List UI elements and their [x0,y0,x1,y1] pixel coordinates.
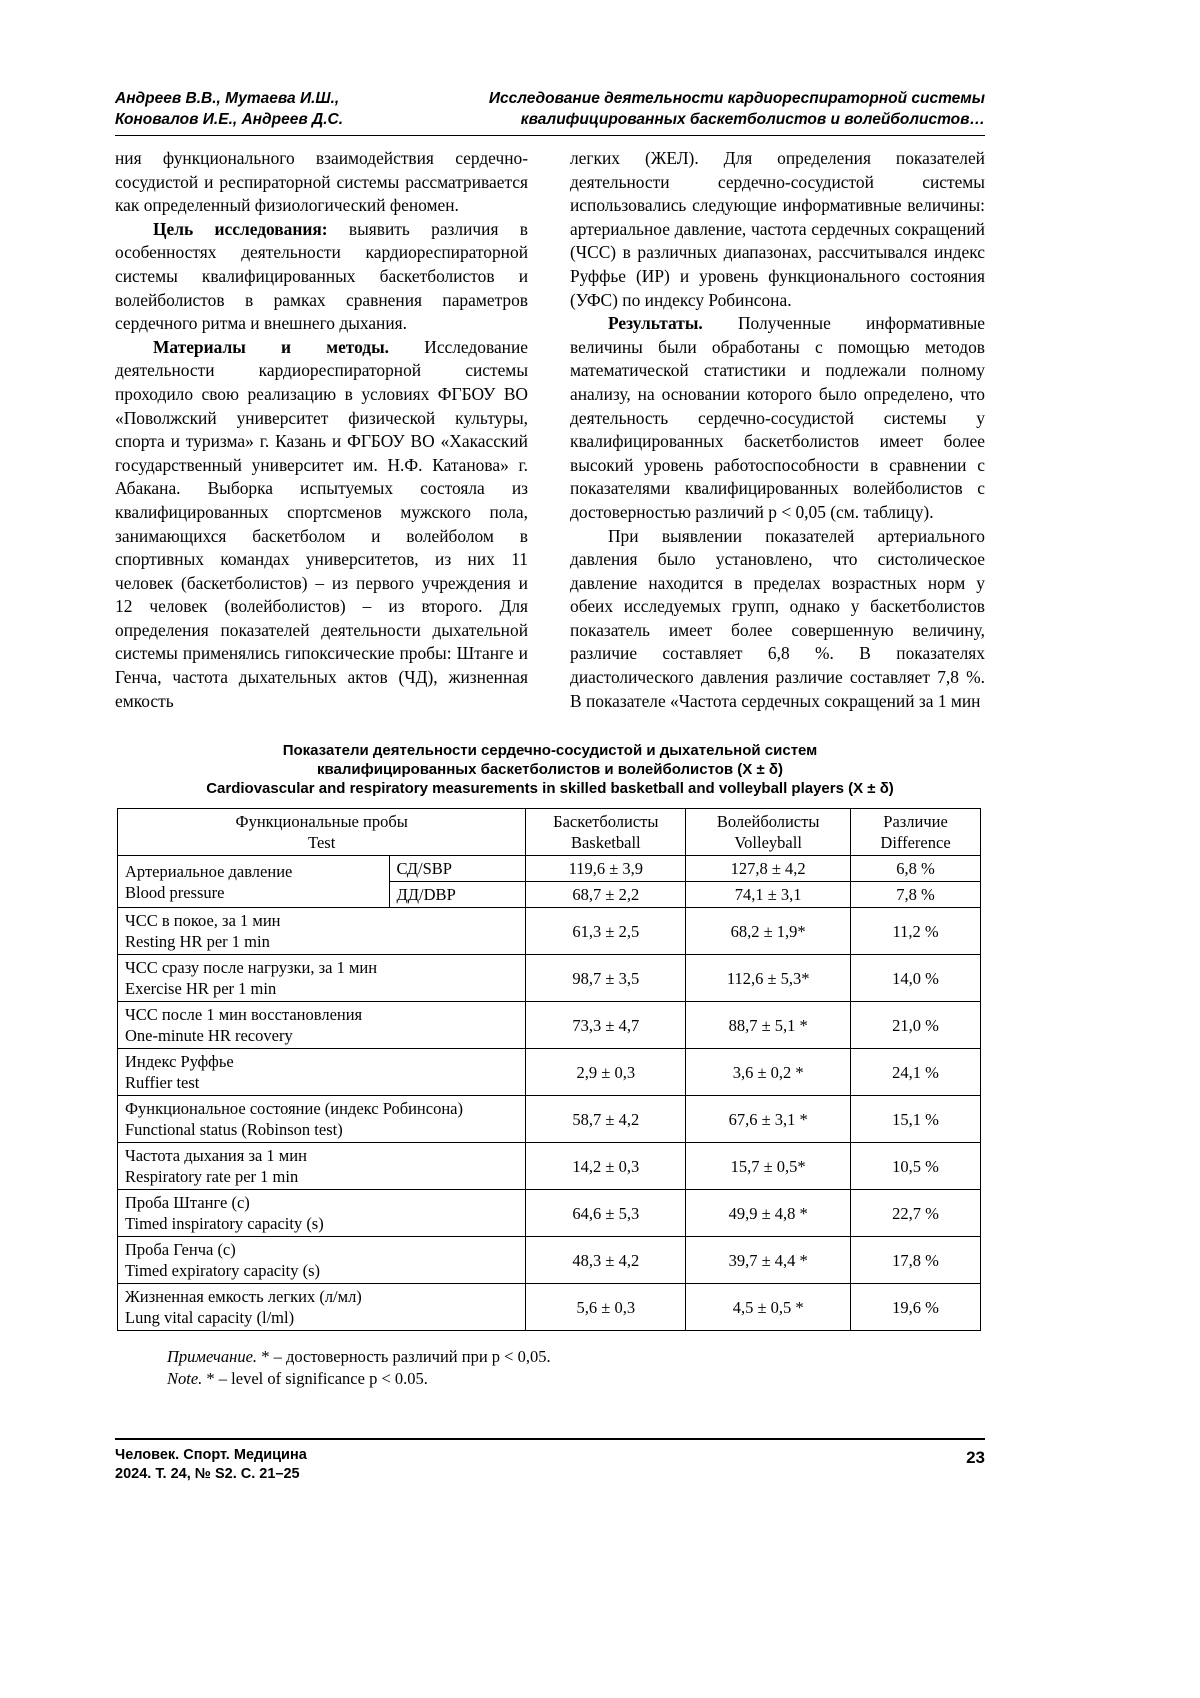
cell-label [118,1190,526,1237]
note-line-en [167,1368,985,1390]
col-header-difference-en: Difference [880,833,951,853]
cell-label-ru: ЧСС после 1 мин восстановления [125,1005,363,1025]
cell-label-ru: Жизненная емкость легких (л/мл) [125,1287,362,1307]
cell-volleyball: 112,6 ± 5,3* [686,955,851,1002]
cell-volleyball: 67,6 ± 3,1 * [686,1096,851,1143]
cell-difference: 11,2 % [851,908,981,955]
paragraph: ния функционального взаимодействия сердечно-сосудистой и респираторной системы рассматривается как определенный физиологический феномен. [115,148,528,216]
cell-difference: 19,6 % [851,1284,981,1331]
col-header-basketball-ru: Баскетболисты [553,812,659,832]
table-row [118,955,981,1002]
cell-basketball: 64,6 ± 5,3 [526,1190,686,1237]
cell-label-en: Timed expiratory capacity (s) [125,1261,321,1281]
cell-label-en: Ruffier test [125,1073,200,1093]
cell-label-en: Respiratory rate per 1 min [125,1167,299,1187]
col-header-basketball-en: Basketball [570,833,641,853]
header-authors-line2: Коновалов И.Е., Андреев Д.С. [115,111,344,128]
cell-label-en: Blood pressure [125,882,225,902]
cell-volleyball: 3,6 ± 0,2 * [686,1049,851,1096]
table-row [118,1190,981,1237]
cell-label [118,1002,526,1049]
cell-label-en: One-minute HR recovery [125,1026,293,1046]
cell-volleyball: 15,7 ± 0,5* [686,1143,851,1190]
cell-basketball: 14,2 ± 0,3 [526,1143,686,1190]
cell-label-ru: Проба Штанге (с) [125,1193,250,1213]
cell-basketball: 68,7 ± 2,2 [526,882,686,908]
cell-difference: 17,8 % [851,1237,981,1284]
col-header-difference-ru: Различие [883,812,948,832]
paragraph-lead: Результаты. [608,313,703,334]
header-title-line1: Исследование деятельности кардиореспираторной системы [488,90,985,107]
cell-label [118,908,526,955]
body-left-column [115,147,528,713]
paragraph-text: Полученные информативные величины были обработаны с помощью методов математической статистики и подлежали полному анализу, на основании которого было определено, что деятельность сердечно-сосудистой системы у квалифицированных баскетболистов имеет более высокий уровень работоспособности в сравнении с показателями квалифицированных волейболистов с достоверностью различий p < 0,05 (см. таблицу). [570,313,985,522]
paragraph-lead: Цель исследования: [153,218,328,239]
col-header-volleyball [686,809,851,856]
cell-difference: 6,8 % [851,856,981,882]
running-header [115,88,985,130]
cell-volleyball: 49,9 ± 4,8 * [686,1190,851,1237]
cell-label-ru: Индекс Руффье [125,1052,234,1072]
col-header-basketball [526,809,686,856]
cell-basketball: 119,6 ± 3,9 [526,856,686,882]
cell-difference: 22,7 % [851,1190,981,1237]
cell-label-en: Resting HR per 1 min [125,932,270,952]
cell-label [118,955,526,1002]
cell-difference: 10,5 % [851,1143,981,1190]
table-row [118,1002,981,1049]
cell-label-en: Functional status (Robinson test) [125,1120,343,1140]
cell-label-bp [118,856,390,908]
cell-basketball: 98,7 ± 3,5 [526,955,686,1002]
header-article-title [489,88,985,130]
cell-volleyball: 127,8 ± 4,2 [686,856,851,882]
table-caption-ru-line1: Показатели деятельности сердечно-сосудистой и дыхательной систем [282,742,818,760]
table-header-row [118,809,981,856]
cell-basketball: 61,3 ± 2,5 [526,908,686,955]
cell-difference: 21,0 % [851,1002,981,1049]
cell-difference: 14,0 % [851,955,981,1002]
footer-journal-line1: Человек. Спорт. Медицина [115,1447,307,1463]
cell-volleyball: 4,5 ± 0,5 * [686,1284,851,1331]
cell-label-en: Timed inspiratory capacity (s) [125,1214,324,1234]
table-caption-ru-line2: квалифицированных баскетболистов и волейболистов (Х ± δ) [317,761,783,779]
footer-journal-line2: 2024. Т. 24, № S2. С. 21–25 [115,1466,300,1482]
cell-label [118,1237,526,1284]
cell-label-ru: ЧСС в покое, за 1 мин [125,911,281,931]
cell-basketball: 58,7 ± 4,2 [526,1096,686,1143]
cell-label [118,1143,526,1190]
cell-volleyball: 39,7 ± 4,4 * [686,1237,851,1284]
header-authors-line1: Андреев В.В., Мутаева И.Ш., [115,90,340,107]
header-authors [115,88,343,130]
table-row [118,1143,981,1190]
cell-basketball: 2,9 ± 0,3 [526,1049,686,1096]
cell-volleyball: 88,7 ± 5,1 * [686,1002,851,1049]
table-row [118,1237,981,1284]
paragraph: легких (ЖЕЛ). Для определения показателей деятельности сердечно-сосудистой системы использовались следующие информативные величины: артериальное давление, частота сердечных сокращений (ЧСС) в различных диапазонах, рассчитывался индекс Руффье (ИР) и уровень функционального состояния (УФС) по индексу Робинсона. [570,148,985,310]
cell-volleyball: 74,1 ± 3,1 [686,882,851,908]
cell-label [118,1049,526,1096]
col-header-volleyball-en: Volleyball [734,833,802,853]
col-header-difference [851,809,981,856]
col-header-test-ru: Функциональные пробы [235,812,408,832]
cell-label-ru: ЧСС сразу после нагрузки, за 1 мин [125,958,378,978]
paragraph-goal [115,218,528,336]
paragraph-lead: Материалы и методы. [153,336,390,357]
cell-volleyball: 68,2 ± 1,9* [686,908,851,955]
note-lead-ru: Примечание. [167,1347,258,1367]
cell-label [118,1284,526,1331]
results-table [117,808,981,1331]
table-row [118,1096,981,1143]
paragraph-results [570,312,985,524]
cell-difference: 24,1 % [851,1049,981,1096]
cell-sublabel-sbp: СД/SBP [389,856,526,882]
note-line-ru [167,1346,985,1368]
cell-label-en: Exercise HR per 1 min [125,979,277,999]
cell-label-en: Lung vital capacity (l/ml) [125,1308,295,1328]
table-row [118,1284,981,1331]
cell-basketball: 5,6 ± 0,3 [526,1284,686,1331]
table-row [118,908,981,955]
page-footer [115,1438,985,1484]
cell-label-ru: Частота дыхания за 1 мин [125,1146,307,1166]
col-header-volleyball-ru: Волейболисты [716,812,820,832]
cell-label-ru: Артериальное давление [125,861,293,881]
note-text-en: * – level of significance p < 0.05. [202,1369,428,1389]
cell-sublabel-dbp: ДД/DBP [389,882,526,908]
cell-basketball: 73,3 ± 4,7 [526,1002,686,1049]
cell-label-ru: Проба Генча (с) [125,1240,236,1260]
paragraph-text: Исследование деятельности кардиореспираторной системы проходило свою реализацию в условиях ФГБОУ ВО «Поволжский университет физической культуры, спорта и туризма» г. Казань и ФГБОУ ВО «Хакасский государственный университет им. Н.Ф. Катанова» г. Абакана. Выборка испытуемых состояла из квалифицированных спортсменов мужского пола, занимающихся баскетболом и волейболом в спортивных командах университетов, из них 11 человек (баскетболистов) – из первого учреждения и 12 человек (волейболистов) – из второго. Для определения показателей деятельности дыхательной системы применялись гипоксические пробы: Штанге и Генча, частота дыхательных актов (ЧД), жизненная емкость [115,336,528,711]
body-right-column [570,147,985,713]
cell-label-ru: Функциональное состояние (индекс Робинсона) [125,1099,463,1119]
paragraph-methods [115,336,528,714]
table-row [118,1049,981,1096]
paragraph-text: выявить различия в особенностях деятельности кардиореспираторной системы квалифицированных баскетболистов и волейболистов в рамках сравнения параметров сердечного ритма и внешнего дыхания. [115,218,528,334]
table-row-bp-sbp [118,856,981,882]
note-lead-en: Note. [167,1369,203,1389]
note-text-ru: * – достоверность различий при p < 0,05. [257,1347,551,1367]
col-header-test-en: Test [308,833,336,853]
body-columns [115,147,985,713]
footer-divider [115,1438,985,1440]
cell-difference: 15,1 % [851,1096,981,1143]
header-title-line2: квалифицированных баскетболистов и волейболистов… [520,111,985,128]
cell-basketball: 48,3 ± 4,2 [526,1237,686,1284]
table-note [167,1346,985,1390]
cell-difference: 7,8 % [851,882,981,908]
header-divider [115,135,985,136]
col-header-test [118,809,526,856]
table-caption-en: Cardiovascular and respiratory measurements in skilled basketball and volleyball players (X ± δ) [206,780,894,798]
paragraph: При выявлении показателей артериального давления было установлено, что систолическое давление находится в пределах возрастных норм у обеих исследуемых групп, однако у баскетболистов показатель имеет более совершенную величину, различие составляет 6,8 %. В показателях диастолического давления различие составляет 7,8 %. В показателе «Частота сердечных сокращений за 1 мин [570,525,985,711]
cell-label [118,1096,526,1143]
page-number: 23 [966,1448,985,1467]
table-caption [115,741,985,798]
footer-journal-info [115,1446,307,1484]
